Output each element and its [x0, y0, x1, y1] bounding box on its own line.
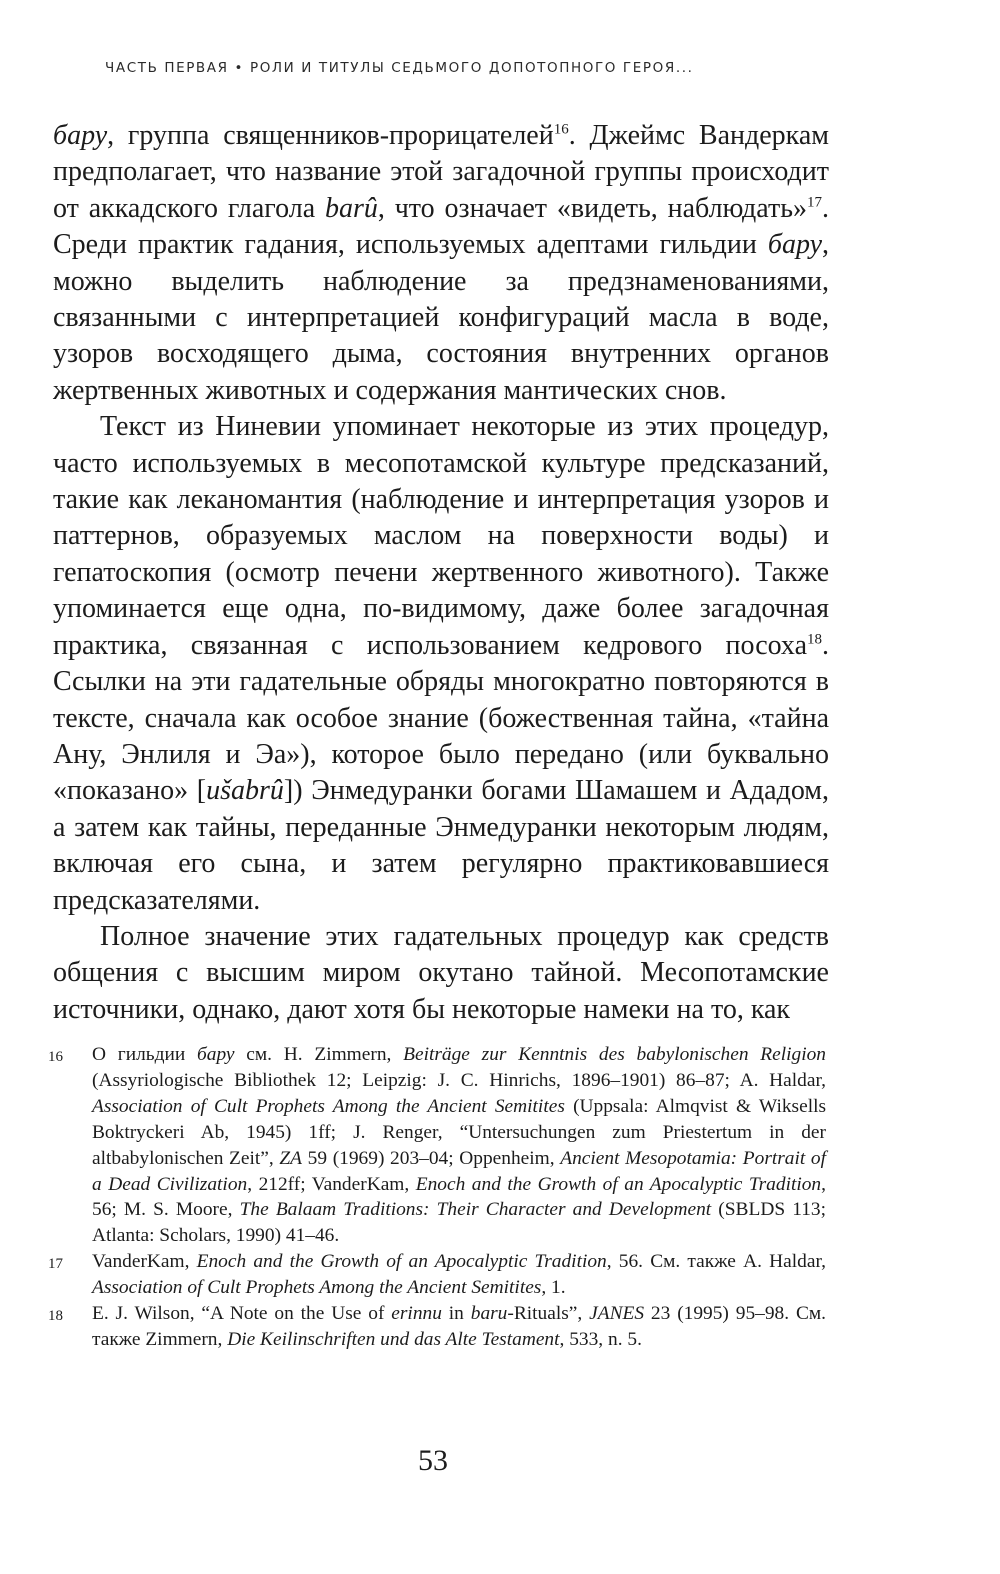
text-run: Полное значение этих гадательных процедур как средств общения с высшим миром окутано тайной. Месопотамские источники, однако, дают хотя бы некоторые намеки на то, как: [53, 920, 829, 1025]
text-run: , 1.: [541, 1277, 566, 1299]
text-run: ]) Энмедуранки богами Шамашем и Ададом, а затем как тайны, переданные Энмедуранки некоторым людям, включая его сына, и затем регулярно практиковавшиеся предсказателями.: [53, 775, 830, 916]
italic-title: The Balaam Traditions: Their Character and Development: [239, 1199, 712, 1221]
text-run: , можно выделить наблюдение за предзнаменованиями, связанными с интерпретацией конфигураций масла в воде, узоров восходящего дыма, состояния внутренних органов жертвенных животных и содержания мантических снов.: [53, 229, 829, 406]
text-run: , что означает «видеть, наблюдать»: [377, 192, 807, 224]
italic-title: Enoch and the Growth of an Apocalyptic Tradition: [196, 1251, 607, 1273]
footnote-text: [92, 1301, 826, 1353]
text-run: . Среди практик гадания, используемых адептами гильдии: [53, 192, 829, 261]
footnote-18: [48, 1301, 826, 1353]
footnote-number: 17: [48, 1256, 63, 1273]
footnote-17: [48, 1249, 826, 1301]
text-run: E. J. Wilson, “A Note on the Use of: [92, 1303, 392, 1325]
italic-title: Association of Cult Prophets Among the Ancient Semitites: [92, 1095, 565, 1117]
italic-term: ušabrû: [206, 775, 284, 807]
italic-title: Beiträge zur Kenntnis des babylonischen Religion: [403, 1044, 826, 1065]
italic-title: JANES: [589, 1303, 645, 1325]
text-run: (SBLDS 113; Atlanta: Scholars, 1990) 41–46.: [92, 1199, 827, 1247]
italic-title: Association of Cult Prophets Among the Ancient Semitites: [92, 1277, 542, 1299]
footnote-text: [92, 1042, 826, 1249]
italic-title: Enoch and the Growth of an Apocalyptic Tradition: [415, 1173, 822, 1195]
footnote-number: 16: [48, 1049, 63, 1065]
paragraph-3: [53, 919, 829, 1028]
italic-title: Ancient Mesopotamia: Portrait of a Dead Civilization: [92, 1147, 826, 1195]
footnote-ref-17[interactable]: 17: [807, 194, 822, 211]
text-run: . Джеймс Вандеркам предполагает, что название этой загадочной группы происходит от аккадского глагола: [53, 120, 829, 224]
italic-term: бару: [197, 1044, 235, 1065]
text-run: 23 (1995) 95–98. См. также Zimmern,: [92, 1303, 827, 1350]
text-run: , 533, n. 5.: [559, 1328, 642, 1350]
text-run: , 56. См. также A. Haldar,: [606, 1251, 826, 1273]
text-run: -Rituals”,: [507, 1303, 590, 1325]
text-run: (Uppsala: Almqvist & Wiksells Boktryckeri Ab, 1945) 1ff; J. Renger, “Untersuchungen zum Priestertum in der altbabylonischen Zeit”,: [92, 1095, 827, 1169]
paragraph-1: [53, 118, 829, 409]
page-number: 53: [418, 1444, 448, 1477]
paragraph-2: [53, 409, 829, 919]
italic-term: erinnu: [391, 1303, 442, 1325]
footnote-number: 18: [48, 1308, 63, 1325]
italic-term: бару: [767, 229, 822, 261]
footnotes: [48, 1042, 826, 1353]
text-run: . Ссылки на эти гадательные обряды многократно повторяются в тексте, сначала как особое знание (божественная тайна, «тайна Ану, Энлиля и Эа»), которое было передано (или буквально «показано» [: [53, 629, 829, 807]
text-run: VanderKam,: [92, 1251, 197, 1273]
text-run: 59 (1969) 203–04; Oppenheim,: [302, 1147, 561, 1169]
italic-title: Die Keilinschriften und das Alte Testament: [227, 1328, 560, 1350]
footnote-ref-16[interactable]: 16: [553, 121, 569, 138]
text-run: , 56; M. S. Moore,: [92, 1173, 826, 1221]
italic-term: baru: [470, 1303, 508, 1325]
running-head: ЧАСТЬ ПЕРВАЯ • РОЛИ И ТИТУЛЫ СЕДЬМОГО ДОПОТОПНОГО ГЕРОЯ...: [105, 60, 694, 76]
italic-term: бару: [53, 120, 108, 151]
italic-title: ZA: [279, 1147, 303, 1169]
main-text: [53, 118, 829, 1028]
footnote-16: [48, 1042, 826, 1249]
text-run: , 212ff; VanderKam,: [247, 1173, 416, 1195]
text-run: (Assyriologische Bibliothek 12; Leipzig: J. C. Hinrichs, 1896–1901) 86–87; A. Haldar,: [92, 1069, 826, 1091]
text-run: О гильдии: [92, 1044, 197, 1065]
text-run: см. H. Zimmern,: [234, 1044, 404, 1065]
footnote-text: [92, 1249, 826, 1301]
text-run: , группа священников-прорицателей: [107, 120, 554, 151]
text-run: in: [441, 1303, 471, 1325]
text-run: Текст из Ниневии упоминает некоторые из этих процедур, часто используемых в месопотамской культуре предсказаний, такие как леканомантия (наблюдение и интерпретация узоров и паттернов, образуемых маслом на поверхности воды) и гепатоскопия (осмотр печени жертвенного животного). Также упоминается еще одна, по-видимому, даже более загадочная практика, связанная с использованием кедрового посоха: [53, 411, 829, 661]
footnote-ref-18[interactable]: 18: [807, 631, 822, 648]
italic-term: barû: [324, 192, 378, 224]
